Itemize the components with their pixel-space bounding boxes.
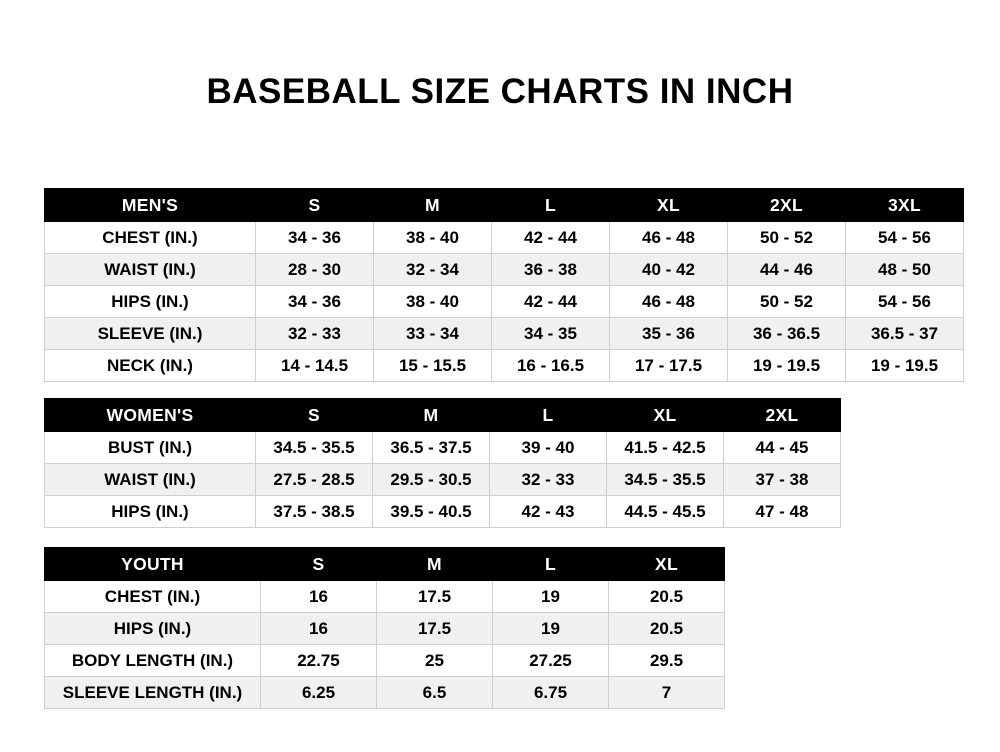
cell-value: 7 [609,677,725,709]
mens-header-m: M [374,189,492,222]
mens-chart-body [45,222,964,382]
cell-value: 44 - 45 [724,432,841,464]
table-row [45,581,725,613]
mens-size-chart [44,188,964,382]
womens-size-chart [44,398,841,528]
cell-value: 28 - 30 [256,254,374,286]
table-row [45,464,841,496]
cell-value: 19 [493,581,609,613]
row-label: SLEEVE LENGTH (IN.) [45,677,261,709]
row-label: CHEST (IN.) [45,222,256,254]
cell-value: 46 - 48 [610,222,728,254]
row-label: WAIST (IN.) [45,464,256,496]
cell-value: 37 - 38 [724,464,841,496]
cell-value: 36.5 - 37 [846,318,964,350]
cell-value: 54 - 56 [846,222,964,254]
cell-value: 29.5 - 30.5 [373,464,490,496]
cell-value: 42 - 44 [492,222,610,254]
table-row [45,645,725,677]
row-label: HIPS (IN.) [45,613,261,645]
womens-header-l: L [490,399,607,432]
youth-header-m: M [377,548,493,581]
cell-value: 27.5 - 28.5 [256,464,373,496]
cell-value: 16 - 16.5 [492,350,610,382]
mens-header-category: MEN'S [45,189,256,222]
mens-header-s: S [256,189,374,222]
cell-value: 19 - 19.5 [728,350,846,382]
mens-header-xl: XL [610,189,728,222]
cell-value: 42 - 44 [492,286,610,318]
cell-value: 32 - 34 [374,254,492,286]
cell-value: 35 - 36 [610,318,728,350]
cell-value: 17.5 [377,581,493,613]
cell-value: 22.75 [261,645,377,677]
womens-chart-header [45,399,841,432]
cell-value: 41.5 - 42.5 [607,432,724,464]
youth-header-l: L [493,548,609,581]
table-header-row [45,548,725,581]
table-row [45,432,841,464]
cell-value: 25 [377,645,493,677]
cell-value: 54 - 56 [846,286,964,318]
table-row [45,496,841,528]
cell-value: 16 [261,581,377,613]
cell-value: 15 - 15.5 [374,350,492,382]
row-label: NECK (IN.) [45,350,256,382]
womens-chart-body [45,432,841,528]
cell-value: 19 [493,613,609,645]
cell-value: 6.25 [261,677,377,709]
table-header-row [45,399,841,432]
row-label: BUST (IN.) [45,432,256,464]
cell-value: 42 - 43 [490,496,607,528]
youth-chart-header [45,548,725,581]
youth-header-s: S [261,548,377,581]
cell-value: 6.75 [493,677,609,709]
table-header-row [45,189,964,222]
cell-value: 6.5 [377,677,493,709]
cell-value: 38 - 40 [374,222,492,254]
womens-header-xl: XL [607,399,724,432]
cell-value: 17.5 [377,613,493,645]
cell-value: 34 - 36 [256,286,374,318]
table-row [45,677,725,709]
womens-header-category: WOMEN'S [45,399,256,432]
womens-header-2xl: 2XL [724,399,841,432]
row-label: SLEEVE (IN.) [45,318,256,350]
cell-value: 39 - 40 [490,432,607,464]
youth-header-xl: XL [609,548,725,581]
womens-header-s: S [256,399,373,432]
cell-value: 44.5 - 45.5 [607,496,724,528]
row-label: WAIST (IN.) [45,254,256,286]
page-title: BASEBALL SIZE CHARTS IN INCH [206,72,794,111]
cell-value: 17 - 17.5 [610,350,728,382]
cell-value: 44 - 46 [728,254,846,286]
cell-value: 36.5 - 37.5 [373,432,490,464]
cell-value: 32 - 33 [256,318,374,350]
table-row [45,613,725,645]
cell-value: 29.5 [609,645,725,677]
cell-value: 40 - 42 [610,254,728,286]
table-row [45,350,964,382]
mens-header-2xl: 2XL [728,189,846,222]
cell-value: 32 - 33 [490,464,607,496]
cell-value: 50 - 52 [728,222,846,254]
youth-size-chart [44,547,725,709]
row-label: HIPS (IN.) [45,496,256,528]
cell-value: 34.5 - 35.5 [256,432,373,464]
table-row [45,286,964,318]
mens-header-3xl: 3XL [846,189,964,222]
cell-value: 27.25 [493,645,609,677]
table-row [45,254,964,286]
cell-value: 36 - 36.5 [728,318,846,350]
cell-value: 39.5 - 40.5 [373,496,490,528]
row-label: HIPS (IN.) [45,286,256,318]
cell-value: 20.5 [609,613,725,645]
cell-value: 46 - 48 [610,286,728,318]
cell-value: 48 - 50 [846,254,964,286]
cell-value: 33 - 34 [374,318,492,350]
cell-value: 34.5 - 35.5 [607,464,724,496]
womens-header-m: M [373,399,490,432]
cell-value: 16 [261,613,377,645]
table-row [45,222,964,254]
table-row [45,318,964,350]
cell-value: 37.5 - 38.5 [256,496,373,528]
cell-value: 14 - 14.5 [256,350,374,382]
row-label: BODY LENGTH (IN.) [45,645,261,677]
cell-value: 34 - 36 [256,222,374,254]
youth-header-category: YOUTH [45,548,261,581]
cell-value: 36 - 38 [492,254,610,286]
mens-chart-header [45,189,964,222]
youth-chart-body [45,581,725,709]
cell-value: 34 - 35 [492,318,610,350]
row-label: CHEST (IN.) [45,581,261,613]
cell-value: 50 - 52 [728,286,846,318]
cell-value: 19 - 19.5 [846,350,964,382]
cell-value: 47 - 48 [724,496,841,528]
cell-value: 38 - 40 [374,286,492,318]
cell-value: 20.5 [609,581,725,613]
mens-header-l: L [492,189,610,222]
